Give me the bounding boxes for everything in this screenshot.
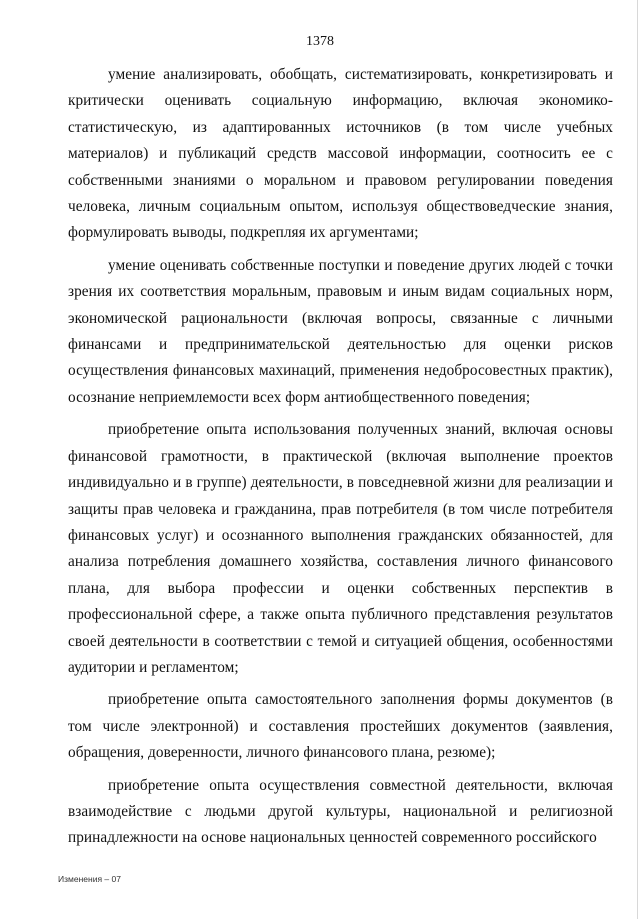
footer-revision-note: Изменения – 07	[58, 874, 121, 884]
scan-edge-line	[637, 0, 638, 919]
paragraph-1: умение анализировать, обобщать, систематизировать, конкретизировать и критически оценивать социальную информацию, включая экономико-статистическую, из адаптированных источников (в том числе учебных материалов) и публикаций средств массовой информации, соотносить ее с собственными знаниями о моральном и правовом регулировании поведения человека, личным социальным опытом, используя обществоведческие знания, формулировать выводы, подкрепляя их аргументами;	[68, 66, 613, 242]
page-number: 1378	[306, 34, 334, 49]
paragraph-4: приобретение опыта самостоятельного заполнения формы документов (в том числе электронной) и составления простейших документов (заявления, обращения, доверенности, личного финансового плана, резюме);	[68, 691, 613, 762]
document-text-body	[68, 62, 613, 858]
paragraph-3: приобретение опыта использования полученных знаний, включая основы финансовой грамотности, в практической (включая выполнение проектов индивидуально и в группе) деятельности, в повседневной жизни для реализации и защиты прав человека и гражданина, прав потребителя (в том числе потребителя финансовых услуг) и осознанного выполнения гражданских обязанностей, для анализа потребления домашнего хозяйства, составления личного финансового плана, для выбора профессии и оценки собственных перспектив в профессиональной сфере, а также опыта публичного представления результатов своей деятельности в соответствии с темой и ситуацией общения, особенностями аудитории и регламентом;	[68, 421, 613, 676]
paragraph-2: умение оценивать собственные поступки и поведение других людей с точки зрения их соответствия моральным, правовым и иным видам социальных норм, экономической рациональности (включая вопросы, связанные с личными финансами и предпринимательской деятельностью для оценки рисков осуществления финансовых махинаций, применения недобросовестных практик), осознание неприемлемости всех форм антиобщественного поведения;	[68, 256, 613, 406]
paragraph-5: приобретение опыта осуществления совместной деятельности, включая взаимодействие с людьми другой культуры, национальной и религиозной принадлежности на основе национальных ценностей современного российского	[68, 776, 613, 847]
